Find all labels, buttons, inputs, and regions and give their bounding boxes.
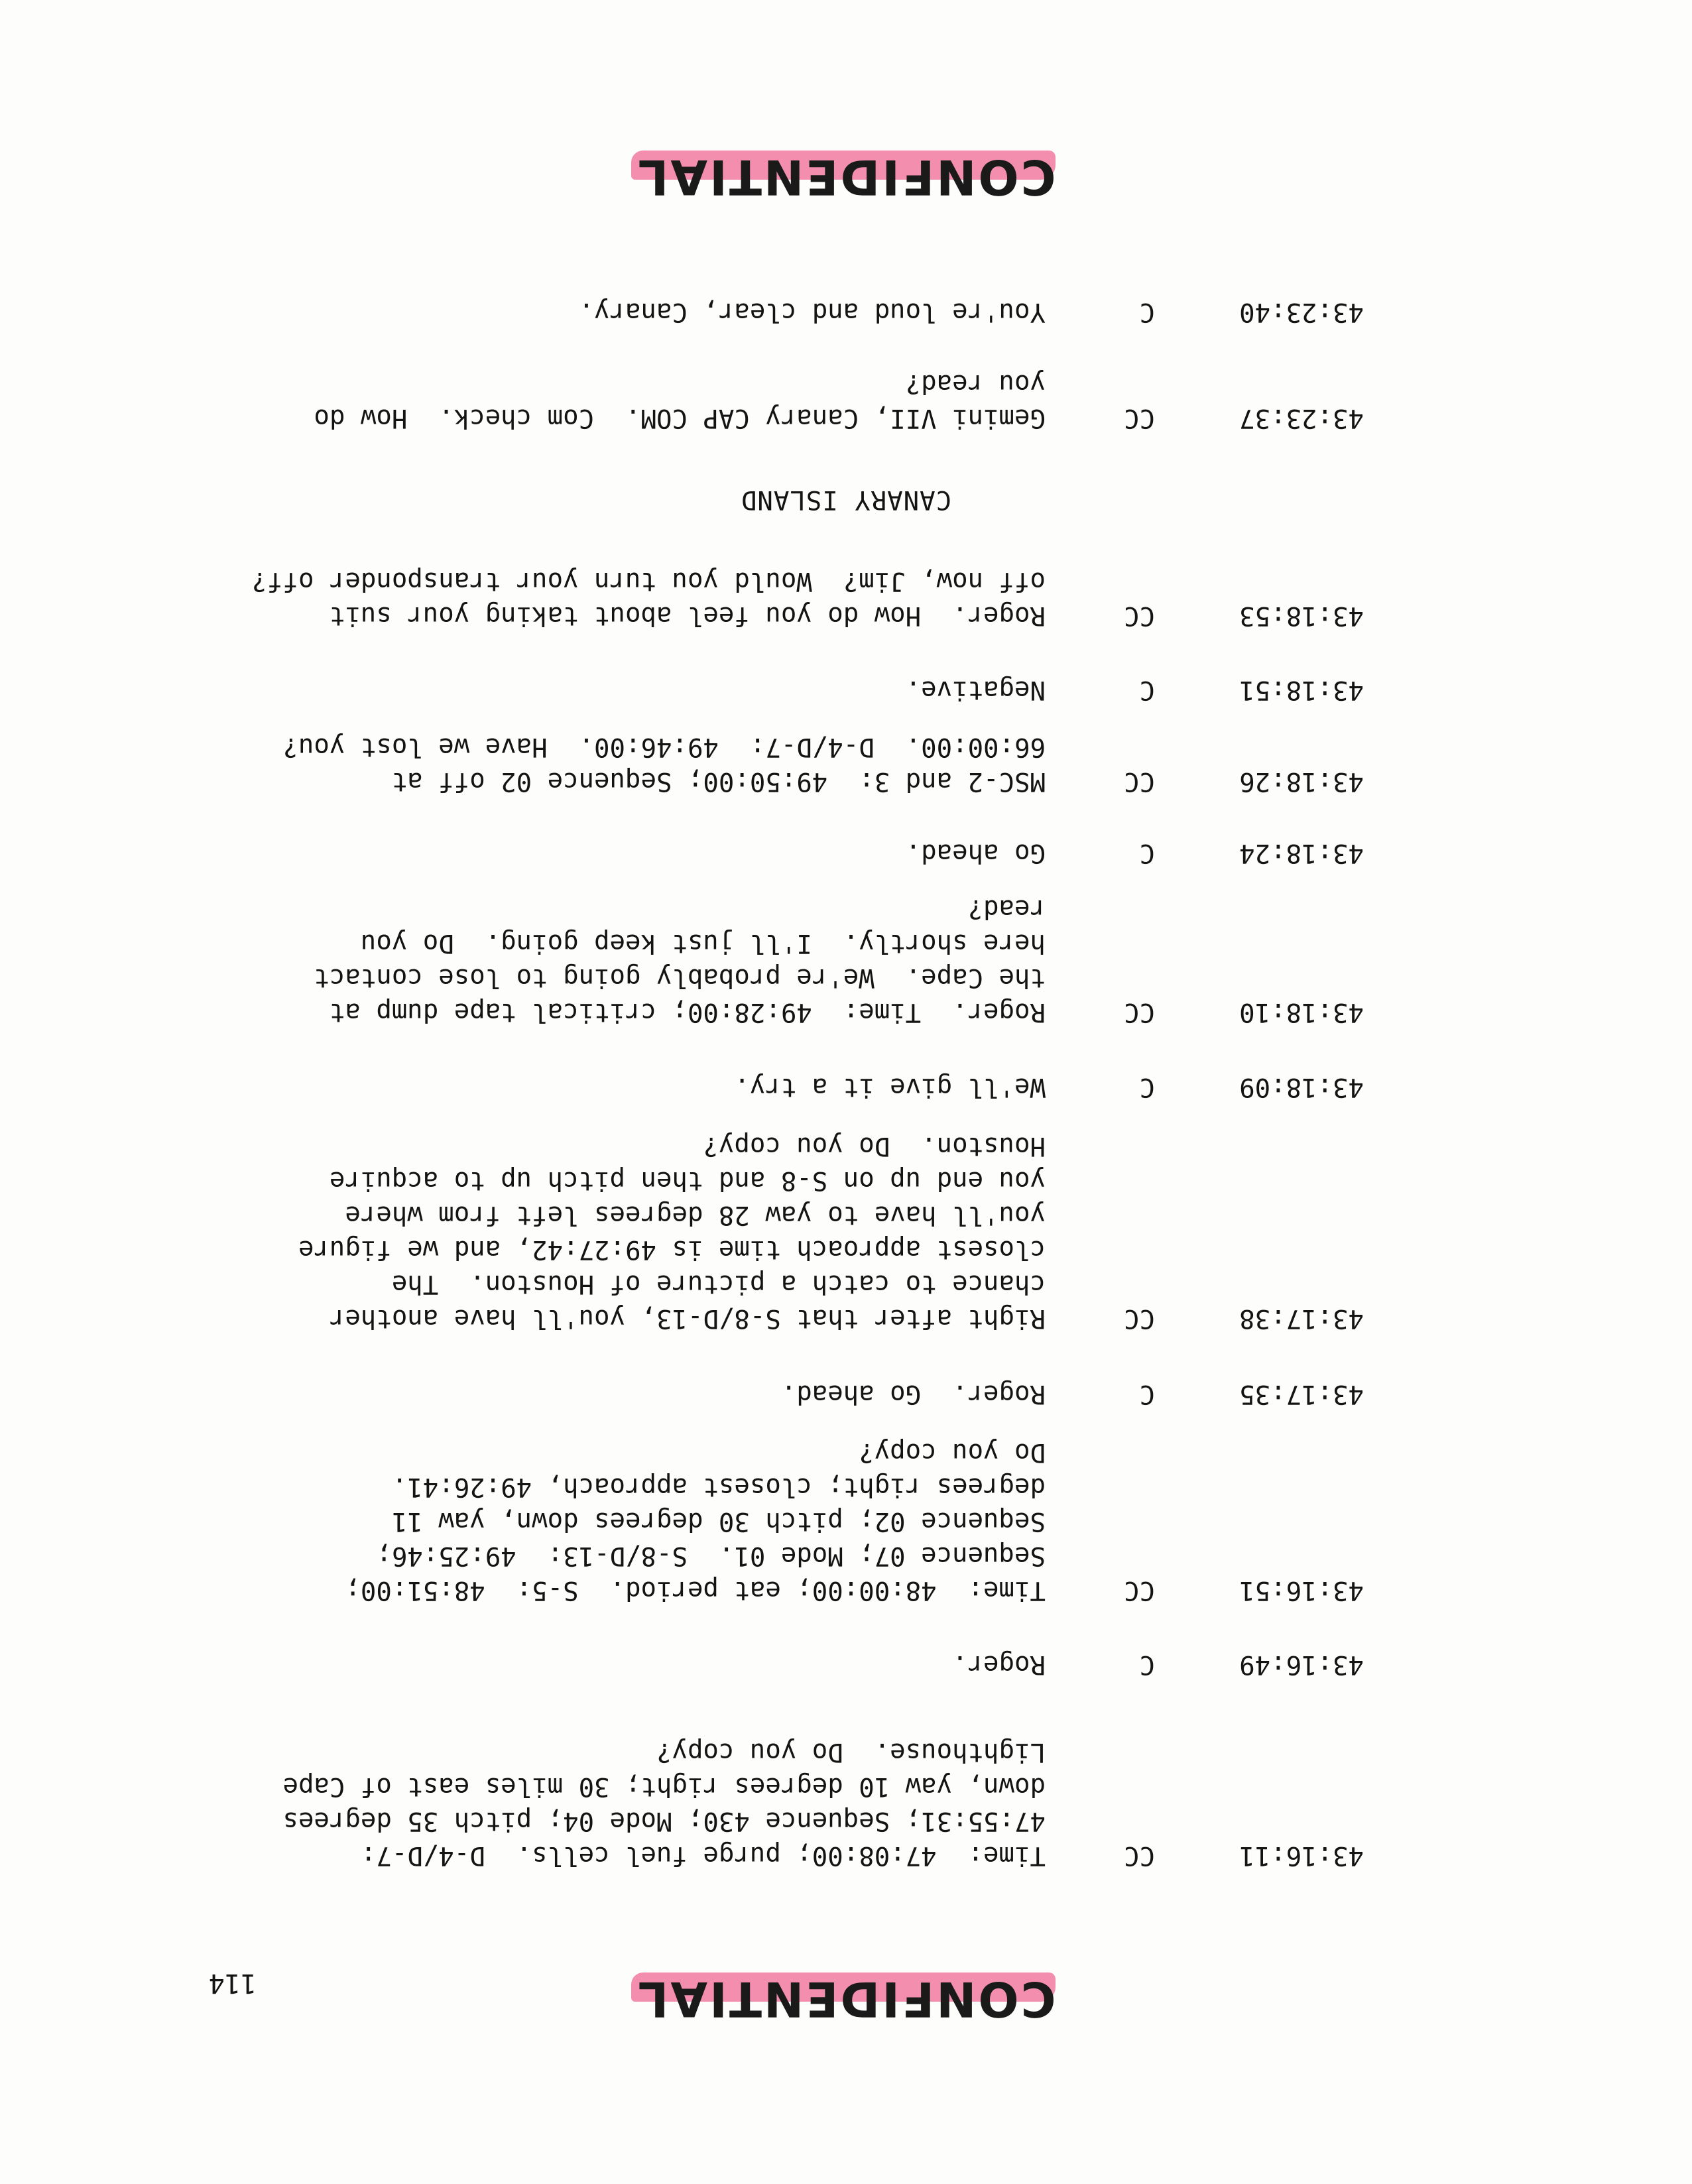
entry-line: MSC-2 and 3: 49:50:00; Sequence 02 off at [391, 766, 1046, 796]
entry-time: 43:18:09 [1239, 1072, 1364, 1102]
entry-line: Negative. [905, 675, 1046, 705]
entry-line: Time: 47:08:00; purge fuel cells. D-4/D-7: [360, 1841, 1046, 1870]
entry-text [257, 729, 1046, 798]
page-number: 114 [208, 1968, 257, 1998]
entry-time: 43:16:49 [1239, 1650, 1364, 1679]
section-heading: CANARY ISLAND [740, 485, 952, 515]
entry-line: Do you copy? [859, 1437, 1046, 1467]
entry-speaker: CC [1124, 766, 1155, 796]
confidential-stamp-bottom [0, 149, 1692, 205]
entry-line: Lighthouse. Do you copy? [656, 1737, 1046, 1767]
entry-line: Roger. How do you feel about taking your suit [329, 601, 1046, 631]
entry-line: the Cape. We're probably going to lose contact [314, 963, 1046, 993]
entry-line: closest approach time is 49:27:42, and we figure [298, 1235, 1046, 1264]
entry-text [257, 294, 1046, 329]
entry-line: Roger. Time: 49:28:00; critical tape dump at [329, 997, 1046, 1027]
entry-text [257, 1734, 1046, 1872]
entry-text [251, 564, 1046, 633]
entry-line: You're loud and clear, Canary. [578, 297, 1046, 327]
entry-time: 43:23:40 [1239, 297, 1364, 327]
entry-speaker: CC [1124, 1841, 1155, 1870]
entry-time: 43:18:26 [1239, 766, 1364, 796]
entry-line: Gemini VII, Canary CAP COM. Com check. How do [314, 403, 1046, 433]
entry-line: chance to catch a picture of Houston. The [391, 1269, 1046, 1299]
entry-speaker: CC [1124, 601, 1155, 631]
entry-time: 43:17:38 [1239, 1304, 1364, 1333]
entry-time: 43:18:51 [1239, 675, 1364, 705]
entry-speaker: C [1139, 1379, 1155, 1409]
entry-speaker: CC [1124, 1575, 1155, 1605]
entry-time: 43:18:10 [1239, 997, 1364, 1027]
entry-text [257, 1069, 1046, 1104]
entry-text [257, 1435, 1046, 1607]
entry-line: We'll give it a try. [734, 1072, 1046, 1102]
entry-text [257, 1128, 1046, 1335]
entry-line: Sequence 02; pitch 30 degrees down, yaw 11 [391, 1506, 1046, 1536]
entry-text [257, 672, 1046, 707]
entry-time: 43:16:11 [1239, 1841, 1364, 1870]
entry-speaker: C [1139, 1072, 1155, 1102]
entry-line: Go ahead. [905, 838, 1046, 868]
entry-speaker: C [1139, 1650, 1155, 1679]
entry-line: you read? [905, 369, 1046, 398]
entry-text [257, 835, 1046, 870]
entry-line: Roger. Go ahead. [780, 1379, 1046, 1409]
entry-text [257, 1647, 1046, 1681]
entry-text [257, 366, 1046, 435]
entry-line: off now, Jim? Would you turn your transponder off? [251, 566, 1046, 596]
entry-line: down, yaw 10 degrees right; 30 miles east of Cape [282, 1772, 1046, 1801]
entry-speaker: CC [1124, 1304, 1155, 1333]
entry-time: 43:18:24 [1239, 838, 1364, 868]
entry-speaker: C [1139, 838, 1155, 868]
entry-line: Houston. Do you copy? [703, 1131, 1046, 1161]
entry-time: 43:23:37 [1239, 403, 1364, 433]
entry-text [257, 1376, 1046, 1411]
entry-speaker: C [1139, 675, 1155, 705]
entry-text [257, 891, 1046, 1029]
entry-line: Time: 48:00:00; eat period. S-5: 48:51:00; [345, 1575, 1046, 1605]
entry-line: you end up on S-8 and then pitch up to acquire [329, 1166, 1046, 1195]
stamp-text: CONFIDENTIAL [636, 149, 1056, 205]
entry-speaker: CC [1124, 997, 1155, 1027]
entry-speaker: C [1139, 297, 1155, 327]
entry-time: 43:18:53 [1239, 601, 1364, 631]
entry-line: Roger. [952, 1650, 1046, 1679]
stamp-text: CONFIDENTIAL [636, 1971, 1056, 2027]
entry-line: degrees right; closest approach, 49:26:41. [391, 1472, 1046, 1502]
entry-speaker: CC [1124, 403, 1155, 433]
confidential-stamp-top [0, 1971, 1692, 2027]
entry-line: you'll have to yaw 28 degrees left from where [345, 1200, 1046, 1230]
entry-line: 66:00:00. D-4/D-7: 49:46:00. Have we lost you? [282, 732, 1046, 762]
entry-time: 43:17:35 [1239, 1379, 1364, 1409]
entry-line: Sequence 07; Mode 01. S-8/D-13: 49:25:46; [376, 1541, 1046, 1571]
entry-line: Right after that S-8/D-13, you'll have another [329, 1304, 1046, 1333]
entry-line: read? [967, 894, 1046, 924]
entry-line: here shortly. I'll just keep going. Do you [360, 928, 1046, 958]
entry-time: 43:16:51 [1239, 1575, 1364, 1605]
entry-line: 47:55:31; Sequence 430; Mode 04; pitch 35 degrees [282, 1806, 1046, 1836]
